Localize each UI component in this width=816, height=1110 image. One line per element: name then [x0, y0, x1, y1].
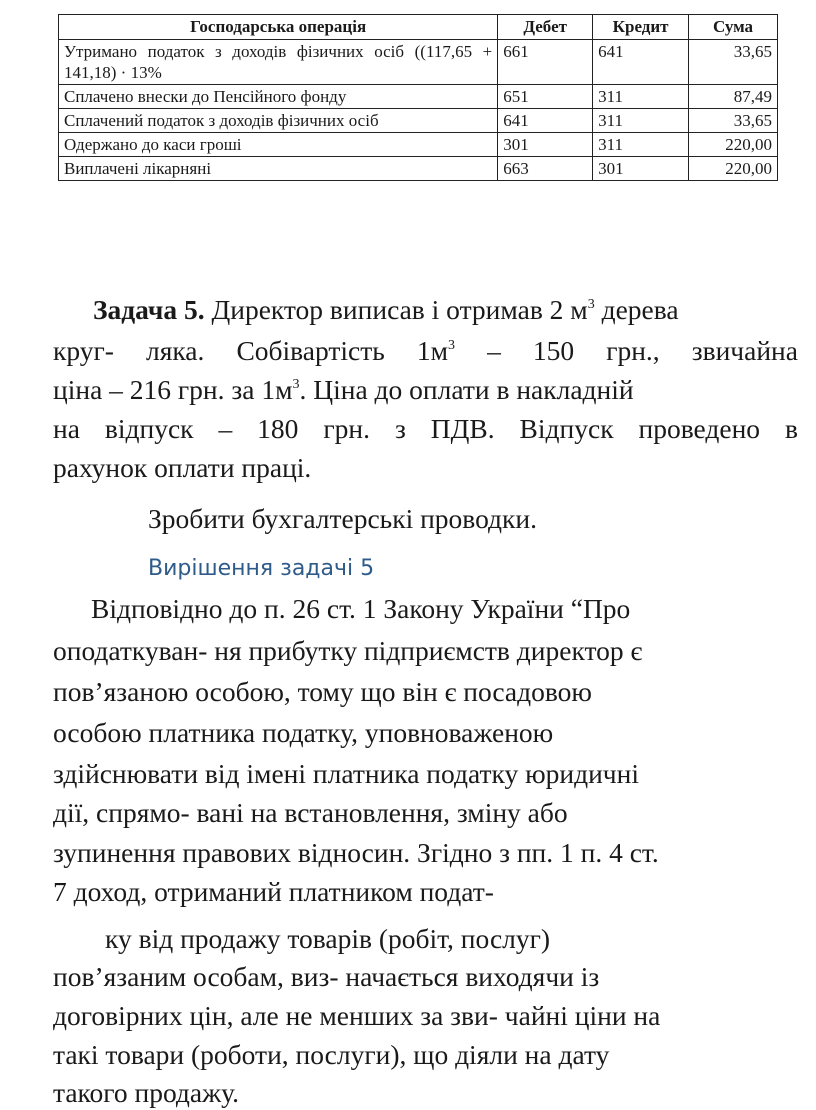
- amount-cell: 33,65: [689, 40, 778, 85]
- credit-cell: 311: [593, 109, 689, 133]
- solution-heading: Вирішення задачі 5: [148, 556, 375, 581]
- task-instruction: Зробити бухгалтерські проводки.: [148, 503, 538, 534]
- task-line-5: рахунок оплати праці.: [53, 452, 312, 483]
- solution-line: особою платника податку, уповноваженою: [53, 717, 554, 748]
- operation-cell: Сплачено внески до Пенсійного фонду: [59, 85, 498, 109]
- accounting-entries-table: [58, 14, 778, 181]
- header-amount: Сума: [689, 15, 778, 40]
- amount-cell: 220,00: [689, 157, 778, 181]
- solution-line: Відповідно до п. 26 ст. 1 Закону України “Про: [91, 593, 631, 624]
- table-row: [59, 109, 778, 133]
- cube-superscript: 3: [448, 338, 456, 353]
- task-line-3: [53, 373, 798, 407]
- table-header-row: [59, 15, 778, 40]
- table-row: [59, 85, 778, 109]
- debit-cell: 651: [498, 85, 593, 109]
- header-debit: Дебет: [498, 15, 593, 40]
- amount-cell: 87,49: [689, 85, 778, 109]
- credit-cell: 641: [593, 40, 689, 85]
- debit-cell: 641: [498, 109, 593, 133]
- operation-cell: Утримано податок з доходів фізичних осіб ((117,65 + 141,18) · 13%: [59, 40, 498, 85]
- solution-line: договірних цін, але не менших за зви- чайні ціни на: [53, 1000, 661, 1031]
- table-row: [59, 157, 778, 181]
- table-row: [59, 40, 778, 85]
- task-text: . Ціна до оплати в накладній: [299, 374, 634, 405]
- credit-cell: 311: [593, 85, 689, 109]
- task-text: ціна – 216 грн. за 1м: [53, 374, 293, 405]
- header-operation: Господарська операція: [59, 15, 498, 40]
- task-text: круг- ляка. Собівартість 1м: [53, 335, 449, 366]
- task-text: дерева: [601, 294, 679, 325]
- operation-cell: Виплачені лікарняні: [59, 157, 498, 181]
- solution-line: ку від продажу товарів (робіт, послуг): [105, 923, 551, 954]
- amount-cell: 33,65: [689, 109, 778, 133]
- solution-line: оподаткуван- ня прибутку підприємств директор є: [53, 635, 643, 666]
- task-line-4: на відпуск – 180 грн. з ПДВ. Відпуск проведено в: [53, 413, 798, 444]
- task-text: Директор виписав і отримав 2 м: [211, 294, 588, 325]
- solution-line: зупинення правових відносин. Згідно з пп. 1 п. 4 ст.: [53, 837, 659, 868]
- credit-cell: 311: [593, 133, 689, 157]
- operation-cell: Сплачений податок з доходів фізичних осіб: [59, 109, 498, 133]
- operation-cell: Одержано до каси гроші: [59, 133, 498, 157]
- debit-cell: 301: [498, 133, 593, 157]
- solution-line: дії, спрямо- вані на встановлення, зміну або: [53, 797, 568, 828]
- solution-line: пов’язаною особою, тому що він є посадовою: [53, 676, 592, 707]
- task-text: – 150 грн., звичайна: [487, 335, 798, 366]
- solution-line: здійснювати від імені платника податку юридичні: [53, 758, 639, 789]
- task-line-1: [93, 293, 799, 327]
- credit-cell: 301: [593, 157, 689, 181]
- debit-cell: 663: [498, 157, 593, 181]
- solution-line: такі товари (роботи, послуги), що діяли на дату: [53, 1039, 610, 1070]
- debit-cell: 661: [498, 40, 593, 85]
- solution-line: 7 доход, отриманий платником подат-: [53, 876, 494, 907]
- header-credit: Кредит: [593, 15, 689, 40]
- solution-line: пов’язаним особам, виз- начається виходячи із: [53, 961, 600, 992]
- task-line-2: [53, 334, 798, 368]
- cube-superscript: 3: [587, 297, 595, 312]
- cube-superscript: 3: [292, 377, 300, 392]
- task-label: Задача 5.: [93, 294, 205, 325]
- table-row: [59, 133, 778, 157]
- amount-cell: 220,00: [689, 133, 778, 157]
- solution-line: такого продажу.: [53, 1077, 239, 1108]
